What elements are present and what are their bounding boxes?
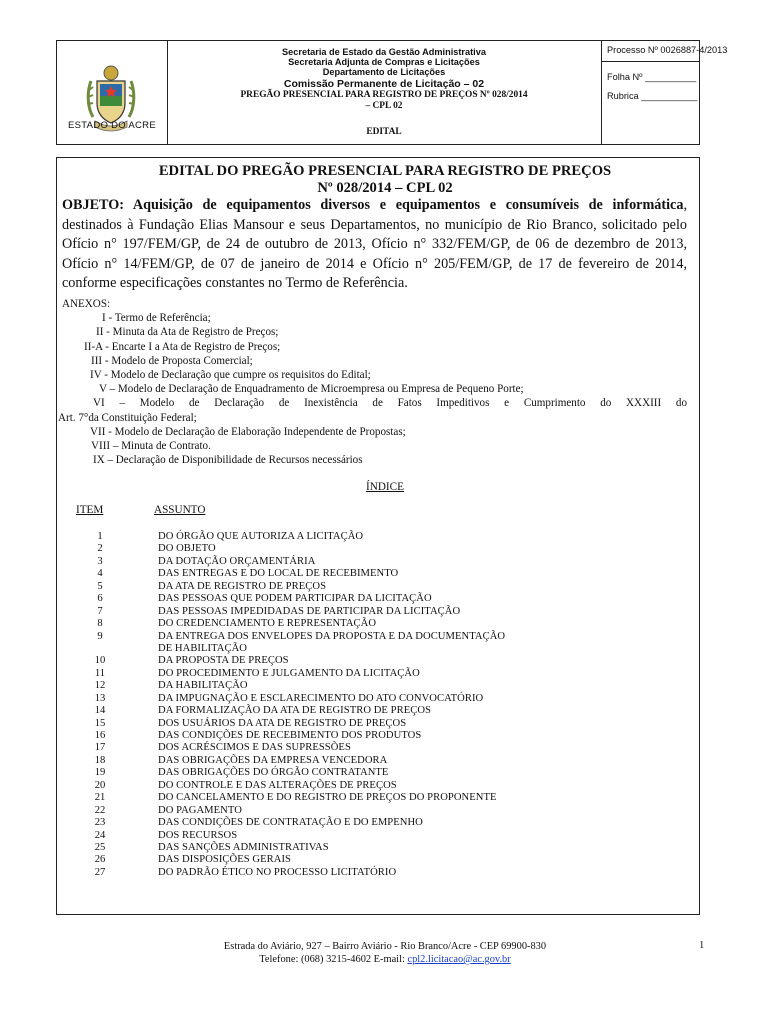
item-subject: DOS USUÁRIOS DA ATA DE REGISTRO DE PREÇOS: [158, 717, 407, 729]
item-number: 23: [94, 817, 106, 829]
footer-contact: [0, 953, 770, 966]
anexo-item: I - Termo de Referência;: [102, 312, 211, 325]
anexos-label: ANEXOS:: [62, 298, 111, 310]
document-header: [56, 40, 728, 145]
item-subject: DAS PESSOAS IMPEDIDADAS DE PARTICIPAR DA LICITAÇÃO: [158, 605, 461, 617]
column-header-item: ITEM: [76, 504, 104, 516]
item-number: 12: [94, 680, 106, 692]
table-row: [60, 742, 620, 754]
item-subject: DO PROCEDIMENTO E JULGAMENTO DA LICITAÇÃO: [158, 667, 420, 679]
table-row: [60, 668, 620, 680]
rubrica-field: Rubrica ___________: [607, 91, 698, 101]
item-subject: DA FORMALIZAÇÃO DA ATA DE REGISTRO DE PREÇOS: [158, 705, 431, 717]
objeto-paragraph: [62, 196, 687, 294]
objeto-bold: OBJETO: Aquisição de equipamentos diversos e equipamentos e consumíveis de informática: [62, 197, 684, 213]
footer-phone: Telefone: (068) 3215-4602 E-mail:: [259, 954, 405, 965]
table-row: [60, 854, 620, 866]
anexo-item: III - Modelo de Proposta Comercial;: [91, 354, 253, 367]
table-row: [60, 780, 620, 792]
table-row: [60, 792, 620, 804]
table-row: [60, 693, 620, 705]
header-edital-label: EDITAL: [366, 127, 402, 137]
item-subject: DE HABILITAÇÃO: [158, 642, 248, 654]
item-subject: DA HABILITAÇÃO: [158, 680, 248, 692]
item-subject: DA ENTREGA DOS ENVELOPES DA PROPOSTA E DA DOCUMENTAÇÃO: [158, 630, 506, 642]
table-row: [60, 842, 620, 854]
table-row: [60, 606, 620, 618]
process-number: Processo Nº 0026887-4/2013: [607, 45, 728, 55]
table-row: [60, 618, 620, 630]
header-logo-cell: [57, 41, 168, 144]
item-subject: DO PAGAMENTO: [158, 804, 242, 816]
item-number: 17: [94, 742, 106, 754]
item-number: 27: [94, 866, 106, 878]
header-title-cell: [167, 41, 602, 144]
secretaria-line: Secretaria de Estado da Gestão Administrativa: [282, 47, 486, 57]
item-number: 7: [97, 605, 103, 617]
item-number: 2: [97, 543, 103, 555]
secretaria-adjunta-line: Secretaria Adjunta de Compras e Licitações: [288, 57, 480, 67]
anexo-item: IX – Declaração de Disponibilidade de Recursos necessários: [93, 454, 363, 467]
item-subject: DA DOTAÇÃO ORÇAMENTÁRIA: [158, 555, 316, 567]
item-number: 20: [94, 779, 106, 791]
column-header-assunto: ASSUNTO: [154, 504, 206, 516]
table-row: [60, 531, 620, 543]
anexo-item: VI – Modelo de Declaração de Inexistência de Fatos Impeditivos e Cumprimento do XXXIII do: [93, 397, 687, 410]
item-subject: DO CREDENCIAMENTO E REPRESENTAÇÃO: [158, 618, 377, 630]
table-row: [60, 543, 620, 555]
item-number: 6: [97, 593, 103, 605]
anexo-item: II - Minuta da Ata de Registro de Preços;: [96, 326, 279, 339]
item-subject: DAS CONDIÇÕES DE CONTRATAÇÃO E DO EMPENHO: [158, 817, 423, 829]
anexo-item: IV - Modelo de Declaração que cumpre os requisitos do Edital;: [90, 369, 371, 382]
table-row: [60, 767, 620, 779]
anexo-item: VII - Modelo de Declaração de Elaboração Independente de Propostas;: [90, 425, 406, 438]
table-row: [60, 593, 620, 605]
anexos-list: [58, 297, 687, 467]
table-row: [60, 655, 620, 667]
item-number: 4: [97, 568, 103, 580]
table-row: [60, 581, 620, 593]
table-row: [60, 718, 620, 730]
item-number: 16: [94, 730, 106, 741]
item-number: 5: [97, 580, 103, 592]
item-number: 21: [94, 792, 106, 804]
item-subject: DO PADRÃO ÉTICO NO PROCESSO LICITATÓRIO: [158, 866, 397, 878]
item-subject: DO CANCELAMENTO E DO REGISTRO DE PREÇOS DO PROPONENTE: [158, 792, 497, 804]
table-row: [60, 556, 620, 568]
item-subject: DO OBJETO: [158, 543, 216, 555]
item-subject: DA PROPOSTA DE PREÇOS: [158, 655, 289, 667]
table-row: [60, 730, 620, 742]
table-row: [60, 631, 620, 643]
item-number: 18: [94, 754, 106, 766]
item-subject: DA ATA DE REGISTRO DE PREÇOS: [158, 580, 327, 592]
table-row: [60, 568, 620, 580]
item-number: 26: [94, 854, 106, 866]
footer-email-link[interactable]: cpl2.licitacao@ac.gov.br: [407, 954, 511, 965]
footer-address: Estrada do Aviário, 927 – Bairro Aviário - Rio Branco/Acre - CEP 69900-830: [223, 941, 547, 952]
item-subject: DAS OBRIGAÇÕES DA EMPRESA VENCEDORA: [158, 754, 388, 766]
anexo-item: II-A - Encarte I a Ata de Registro de Preços;: [84, 340, 281, 353]
departamento-line: Departamento de Licitações: [322, 67, 446, 77]
table-row: [60, 817, 620, 829]
item-subject: DA IMPUGNAÇÃO E ESCLARECIMENTO DO ATO CONVOCATÓRIO: [158, 692, 484, 704]
state-label: ESTADO DO ACRE: [68, 120, 156, 131]
commission-line: Comissão Permanente de Licitação – 02: [283, 78, 485, 90]
item-subject: DOS ACRÉSCIMOS E DAS SUPRESSÕES: [158, 742, 351, 754]
item-number: 22: [94, 804, 106, 816]
item-number: 25: [94, 841, 106, 853]
anexo-item-continuation: Art. 7°da Constituição Federal;: [58, 411, 197, 424]
page-number: 1: [699, 940, 705, 951]
pregao-line-2: – CPL 02: [365, 101, 403, 111]
table-row: [60, 805, 620, 817]
item-number: 19: [94, 767, 106, 779]
item-subject: DAS CONDIÇÕES DE RECEBIMENTO DOS PRODUTOS: [158, 730, 422, 741]
item-number: 24: [94, 829, 106, 841]
table-row: [60, 705, 620, 717]
item-number: 10: [94, 655, 106, 667]
indice-title: ÍNDICE: [366, 481, 404, 493]
item-subject: DOS RECURSOS: [158, 829, 238, 841]
title-line-2: Nº 028/2014 – CPL 02: [317, 180, 453, 196]
table-row: [60, 867, 620, 879]
objeto-rest: , destinados à Fundação Elias Mansour e seus Departamentos, no município de Rio Branco, solicitado pelo Ofício n° 197/FEM/GP, de 24 de outubro de 2013, Ofício n° 332/FEM/GP, de 06 de dezembro de 2013, Ofício n° 14/FEM/GP, de 07 de janeiro de 2014 e Ofício n° 205/FEM/GP, de 17 de fevereiro de 2014, conforme especificações constantes no Termo de Referência.: [62, 197, 687, 291]
item-subject: DAS SANÇÕES ADMINISTRATIVAS: [158, 841, 329, 853]
item-number: 13: [94, 692, 106, 704]
pregao-line-1: PREGÃO PRESENCIAL PARA REGISTRO DE PREÇOS Nº 028/2014: [240, 90, 528, 100]
table-row: [60, 755, 620, 767]
item-number: 8: [97, 618, 103, 630]
anexo-item: V – Modelo de Declaração de Enquadramento de Microempresa ou Empresa de Pequeno Porte;: [99, 383, 524, 396]
folha-field: Folha Nº __________: [607, 72, 697, 82]
item-subject: DO CONTROLE E DAS ALTERAÇÕES DE PREÇOS: [158, 779, 397, 791]
item-number: 1: [97, 531, 103, 542]
title-line-1: EDITAL DO PREGÃO PRESENCIAL PARA REGISTRO DE PREÇOS: [158, 163, 612, 179]
table-row: [60, 680, 620, 692]
item-number: 15: [94, 717, 106, 729]
item-subject: DAS DISPOSIÇÕES GERAIS: [158, 854, 291, 866]
item-number: 9: [97, 630, 103, 642]
page-footer: [0, 940, 770, 966]
item-number: 3: [97, 555, 103, 567]
item-number: 11: [94, 667, 106, 679]
indice-table: [60, 531, 620, 879]
item-subject: DO ÓRGÃO QUE AUTORIZA A LICITAÇÃO: [158, 531, 364, 542]
table-row: [60, 830, 620, 842]
anexo-item: VIII – Minuta de Contrato.: [91, 440, 211, 453]
item-subject: DAS OBRIGAÇÕES DO ÓRGÃO CONTRATANTE: [158, 767, 389, 779]
table-row: [60, 643, 620, 655]
item-subject: DAS PESSOAS QUE PODEM PARTICIPAR DA LICITAÇÃO: [158, 593, 432, 605]
document-title: [0, 163, 770, 197]
item-subject: DAS ENTREGAS E DO LOCAL DE RECEBIMENTO: [158, 568, 399, 580]
header-process-cell: [601, 41, 728, 144]
item-number: 14: [94, 705, 106, 717]
